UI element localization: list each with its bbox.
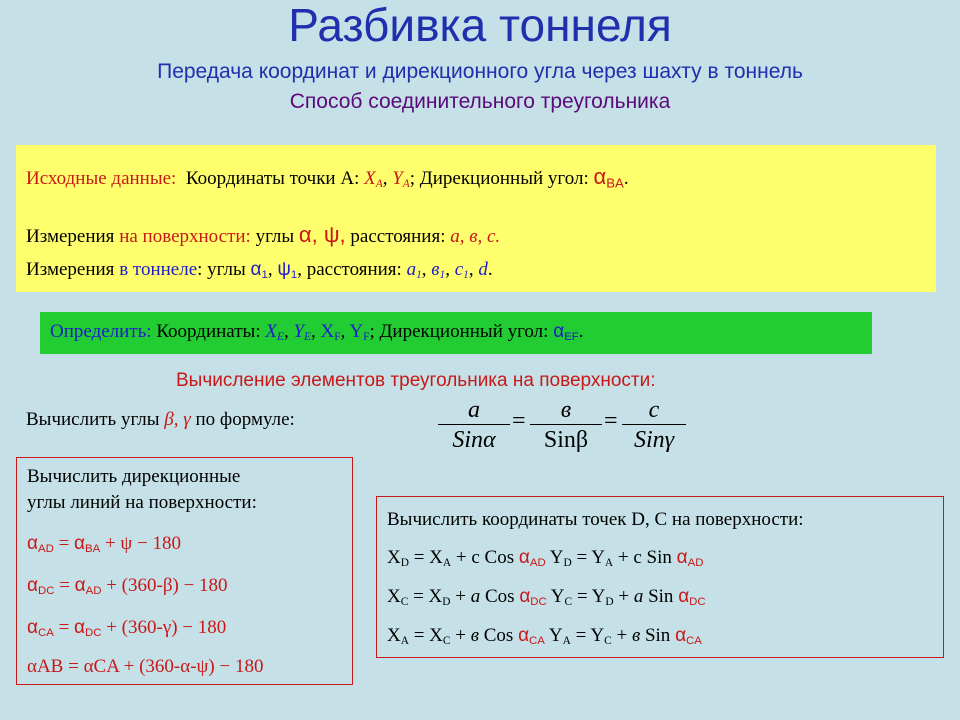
dir-eq-ad-lhs-sub: AD	[37, 542, 54, 555]
surface-dists: а, в, с.	[450, 226, 501, 247]
dir-eq-dc: $\alpha_{DC} = \alpha_{AD} + (360-\beta) - 180$	[27, 575, 228, 597]
sub-f: F	[334, 330, 341, 343]
tunnel-psi1: ψ	[277, 259, 291, 280]
dir-eq-dc-rest: + (360-β) − 180	[106, 575, 228, 596]
fraction-a	[438, 396, 510, 455]
tunnel-angles-text: : углы	[197, 259, 246, 280]
sub-one: 1	[416, 268, 422, 281]
dir-eq-ca-rest: + (360-γ) − 180	[106, 617, 227, 638]
sub-one: 1	[290, 268, 298, 281]
given-x: X	[364, 168, 376, 189]
dir-eq-ad-rest: + ψ − 180	[104, 533, 182, 554]
fraction-b-num: в	[560, 397, 572, 423]
equals-sign: =	[512, 408, 526, 434]
angles-suffix: по формуле:	[195, 409, 295, 430]
determine-xe: X	[265, 321, 277, 342]
dir-heading-2: углы линий на поверхности:	[27, 492, 257, 513]
sub-e: E	[304, 330, 311, 343]
sub-e: E	[276, 330, 284, 343]
tunnel-measurements-line: Измерения в тоннеле: углы $\alpha_1$, $\psi_1$, расстояния: $а_1$, $в_1$, $с_1$, d.	[26, 259, 493, 281]
dir-eq-ab: αAB = αCA + (360-α-ψ) − 180	[27, 656, 264, 677]
determine-label: Определить:	[50, 321, 152, 342]
determine-line: Определить: Координаты: $X_E$, $Y_E$, $X_F$, $Y_F$; Дирекционный угол: $\alpha_{EF}$.	[50, 321, 584, 343]
determine-alpha-sub: EF	[564, 330, 579, 343]
given-y: Y	[392, 168, 403, 189]
sub-one: 1	[261, 268, 268, 281]
tunnel-d: d	[478, 259, 488, 280]
dir-eq-ad-rhs-sub: BA	[85, 542, 101, 555]
angles-vars: β, γ	[164, 409, 191, 430]
determine-dir-text: ; Дирекционный угол:	[369, 321, 549, 342]
sub-f: F	[363, 330, 370, 343]
fraction-a-den: Sinα	[452, 427, 496, 453]
calc-heading: Вычисление элементов треугольника на поверхности:	[176, 370, 656, 391]
subtitle-transfer: Передача координат и дирекционного угла через шахту в тоннель	[157, 60, 803, 83]
tunnel-dist-text: , расстояния:	[297, 259, 402, 280]
fraction-b	[530, 396, 602, 455]
given-alpha-sub: BA	[606, 175, 624, 191]
tunnel-prefix: Измерения	[26, 259, 115, 280]
given-alpha: α	[593, 164, 607, 189]
angles-prefix: Вычислить углы	[26, 409, 160, 430]
dir-eq-ca-rhs-sub: DC	[85, 626, 102, 639]
given-dir-text: ; Дирекционный угол:	[409, 168, 589, 189]
coord-heading: Вычислить координаты точек D, C на поверхности:	[387, 509, 804, 530]
sub-one: 1	[439, 268, 446, 281]
surface-angles: α, ψ,	[298, 222, 346, 247]
dir-eq-dc-lhs-sub: DC	[37, 584, 55, 597]
tunnel-alpha1: α	[250, 259, 262, 280]
coord-row-d: $X_D = X_A + c$ Cos $\alpha_{AD}$ $Y_D = Y_A + c$ Sin $\alpha_{AD}$	[387, 547, 704, 569]
directional-angles-box	[16, 457, 353, 685]
sine-law-formula	[438, 396, 688, 456]
given-coords-text: Координаты точки А:	[185, 168, 360, 189]
determine-xf: X	[320, 321, 335, 342]
determine-coords-text: Координаты:	[156, 321, 261, 342]
coordinates-box	[376, 496, 944, 658]
subtitle-method: Способ соединительного треугольника	[289, 90, 671, 113]
fraction-c-num: c	[648, 397, 660, 423]
dir-eq-dc-rhs-sub: AD	[85, 584, 102, 597]
surface-angles-text: углы	[255, 226, 295, 247]
coord-row-a: $X_A = X_C + в$ Cos $\alpha_{CA}$ $Y_A = Y_C + в$ Sin $\alpha_{CA}$	[387, 625, 702, 647]
dir-eq-ca: $\alpha_{CA} = \alpha_{DC} + (360-\gamma) - 180$	[27, 617, 227, 639]
dir-heading-1: Вычислить дирекционные	[27, 466, 241, 487]
given-data-box	[16, 145, 936, 292]
determine-ye: Y	[293, 321, 305, 342]
angles-line	[26, 409, 295, 431]
fraction-b-den: Sinβ	[543, 427, 589, 453]
fraction-a-num: a	[468, 397, 480, 423]
fraction-c-den: Sinγ	[633, 427, 675, 453]
sub-one: 1	[463, 268, 469, 281]
given-y-sub: A	[402, 177, 410, 190]
surface-dist-text: расстояния:	[350, 226, 446, 247]
given-label: Исходные данные:	[26, 168, 177, 189]
determine-alpha: α	[553, 321, 565, 342]
determine-yf: Y	[349, 321, 364, 342]
equals-sign: =	[604, 408, 618, 434]
dir-eq-ad: $\alpha_{AD} = \alpha_{BA} + \psi - 180$	[27, 533, 182, 555]
page-title: Разбивка тоннеля	[288, 0, 672, 51]
coord-row-c: $X_C = X_D + a$ Cos $\alpha_{DC}$ $Y_C = Y_D + a$ Sin $\alpha_{DC}$	[387, 586, 706, 608]
tunnel-highlight: в тоннеле	[119, 259, 198, 280]
given-line: Исходные данные: Координаты точки А: $X_A$, $Y_A$; Дирекционный угол: $\alpha_{BA}$.	[26, 164, 629, 191]
fraction-c	[622, 396, 686, 455]
surface-measurements-line	[26, 222, 500, 248]
surface-highlight: на поверхности:	[119, 226, 251, 247]
determine-box	[40, 312, 872, 354]
dir-eq-ca-lhs-sub: CA	[37, 626, 54, 639]
surface-prefix: Измерения	[26, 226, 115, 247]
given-x-sub: A	[375, 177, 383, 190]
